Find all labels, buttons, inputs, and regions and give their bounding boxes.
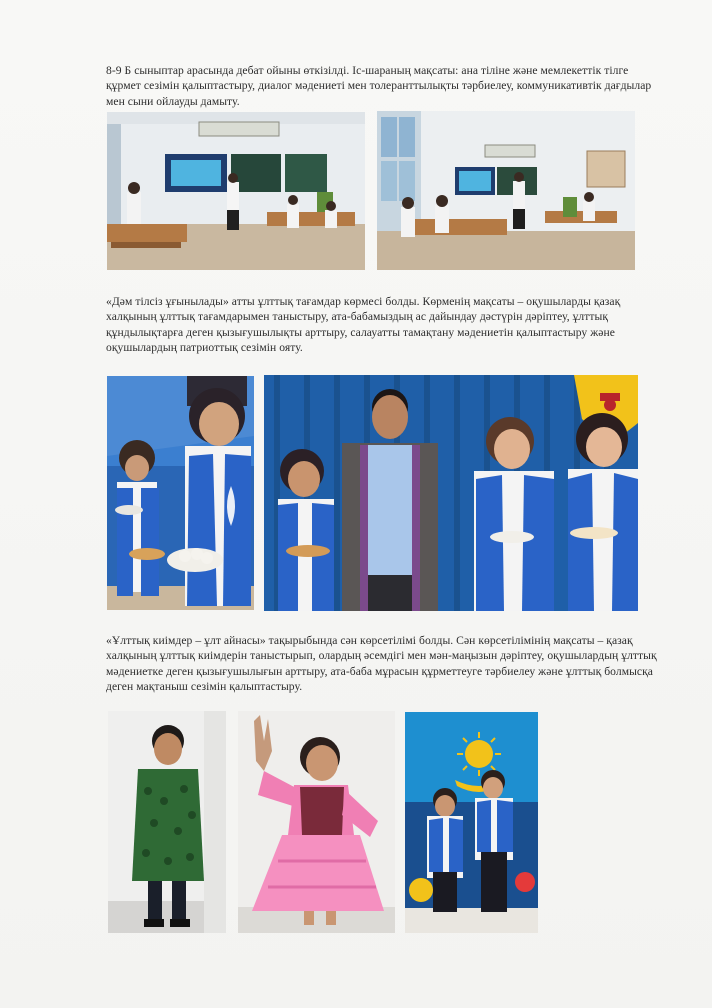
costume-photo-girl-pink-dress: [238, 711, 395, 933]
costume-photo-boy: [108, 711, 226, 933]
food-exhibition-photo-group: [264, 375, 638, 611]
debate-classroom-photo-left: [107, 112, 365, 270]
paragraph-debate: 8-9 Б сыныптар арасында дебат ойыны өткізілді. Іс-шараның мақсаты: ана тіліне және мемлекеттік тілге құрмет сезімін қалыптастыру, диалог мәдениеті мен толеранттылықты тәрбиелеу, коммуникативтік дағдылар мен сыни ойлауды дамыту.: [106, 64, 652, 108]
debate-classroom-photo-right: [377, 111, 635, 270]
paragraph-food-exhibition: «Дәм тілсіз ұғынылады» атты ұлттық тағамдар көрмесі болды. Көрменің мақсаты – оқушыларды қазақ халқының ұлттық тағамдарымен таныстыру, ата-бабамыздың ас дайындау дәстүрін дәріптеу, ұлттық құндылықтарға деген қызығушылықты арттыру, салауатты тамақтану мәдениетін қалыптастыру және оқушылардың патриоттық сезімін ояту.: [106, 295, 621, 355]
paragraph-fashion-show: «Ұлттық киімдер – ұлт айнасы» тақырыбында сән көрсетілімі болды. Сән көрсетілімінің мақсаты – қазақ халқының ұлттық киімдерін таныстырып, олардың әсемдігі мен мән-маңызын дәріптеу, оқушылардың ұлттық мәдениетке деген қызығушылығын арттыру, ата-баба мұрасын құрметтеуге тәрбиелеу және ұлттық болмысқа деген мақтаныш сезімін қалыптастыру.: [106, 634, 657, 694]
food-exhibition-photo-girls: [107, 376, 254, 610]
costume-photo-flag-pair: [405, 712, 538, 933]
